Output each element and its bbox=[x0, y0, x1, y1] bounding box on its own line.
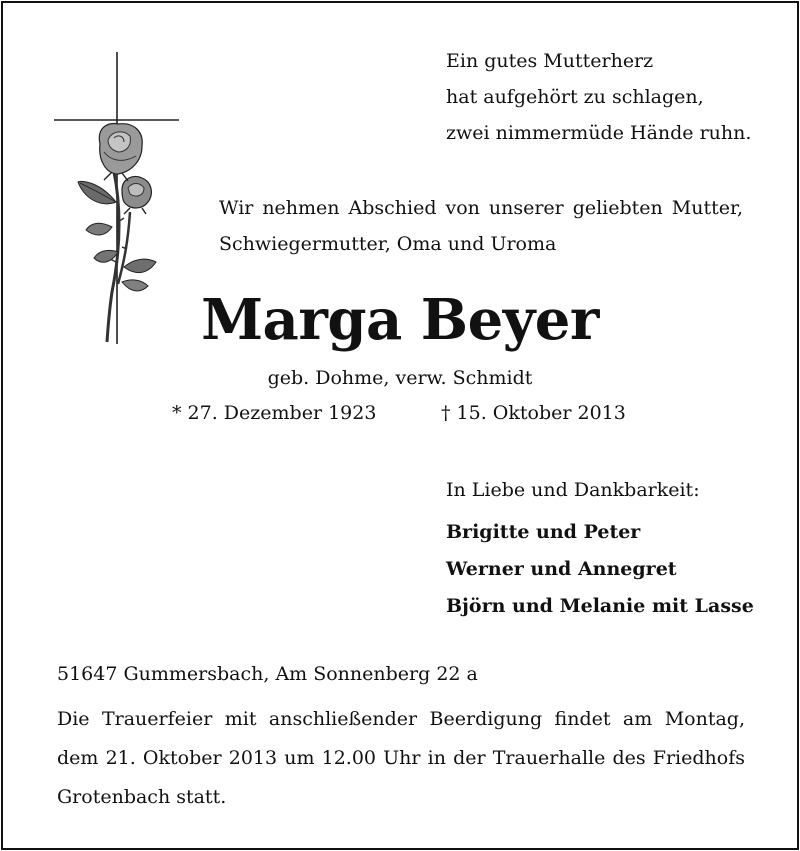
deceased-name-text: Marga Beyer bbox=[201, 287, 599, 353]
intro-text: Wir nehmen Abschied von unserer geliebten Mutter, Schwiegermutter, Oma und Uroma bbox=[219, 197, 743, 255]
poem-line: Ein gutes Mutterherz bbox=[446, 50, 654, 72]
mourners-list bbox=[446, 514, 754, 625]
poem-line: hat aufgehört zu schlagen, bbox=[446, 86, 704, 108]
deceased-name bbox=[0, 280, 800, 360]
maiden-name-text: geb. Dohme, verw. Schmidt bbox=[267, 367, 533, 389]
maiden-name bbox=[0, 360, 800, 396]
address: 51647 Gummersbach, Am Sonnenberg 22 a bbox=[57, 663, 478, 685]
mourners-heading: In Liebe und Dankbarkeit: bbox=[446, 479, 700, 501]
death-date: † 15. Oktober 2013 bbox=[441, 402, 626, 424]
funeral-notice: Die Trauerfeier mit anschließender Beerdigung findet am Montag, dem 21. Oktober 2013 um 12.00 Uhr in der Trauerhalle des Friedhofs Grotenbach statt. bbox=[57, 708, 745, 808]
mourner-name: Björn und Melanie mit Lasse bbox=[446, 595, 754, 617]
mourner-name: Brigitte und Peter bbox=[446, 521, 641, 543]
poem bbox=[446, 43, 751, 151]
poem-line: zwei nimmermüde Hände ruhn. bbox=[446, 122, 752, 144]
mourner-name: Werner und Annegret bbox=[446, 558, 677, 580]
birth-date: * 27. Dezember 1923 bbox=[172, 402, 377, 424]
